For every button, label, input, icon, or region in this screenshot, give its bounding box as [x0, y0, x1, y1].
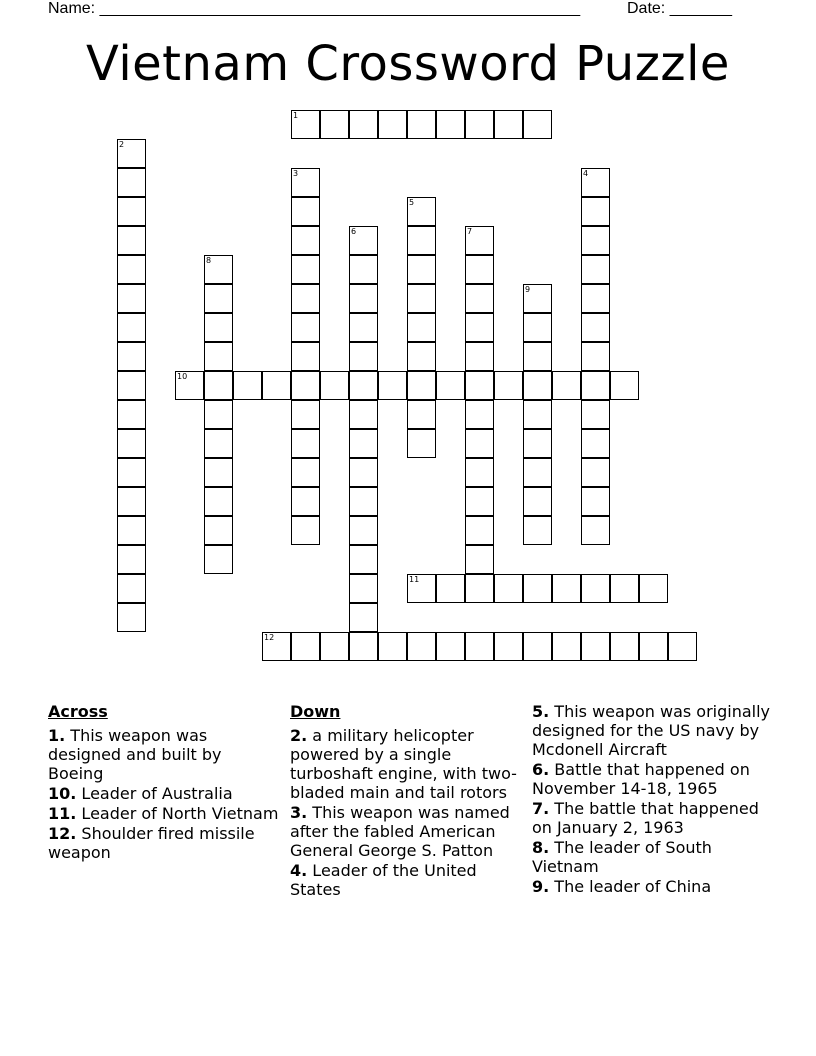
- crossword-cell[interactable]: [291, 168, 320, 197]
- crossword-cell[interactable]: [407, 371, 436, 400]
- crossword-cell[interactable]: [291, 632, 320, 661]
- crossword-cell[interactable]: [407, 313, 436, 342]
- crossword-cell[interactable]: [436, 371, 465, 400]
- crossword-cell[interactable]: [581, 226, 610, 255]
- crossword-cell[interactable]: [523, 632, 552, 661]
- crossword-cell[interactable]: [465, 545, 494, 574]
- crossword-cell[interactable]: [523, 574, 552, 603]
- clue-text: Shoulder fired missile weapon: [48, 824, 255, 862]
- crossword-cell[interactable]: [465, 632, 494, 661]
- clue-number: 9.: [532, 877, 550, 896]
- clues-across-column: [48, 702, 280, 863]
- crossword-cell[interactable]: [117, 226, 146, 255]
- crossword-cell[interactable]: [581, 487, 610, 516]
- crossword-cell[interactable]: [291, 516, 320, 545]
- clue-number: 4: [583, 169, 589, 178]
- crossword-cell[interactable]: [581, 255, 610, 284]
- crossword-cell[interactable]: [639, 574, 668, 603]
- crossword-cell[interactable]: [117, 168, 146, 197]
- clue-number: 1.: [48, 726, 66, 745]
- crossword-cell[interactable]: [117, 429, 146, 458]
- crossword-cell[interactable]: [117, 487, 146, 516]
- crossword-cell[interactable]: [262, 632, 291, 661]
- crossword-cell[interactable]: [494, 110, 523, 139]
- crossword-cell[interactable]: [349, 458, 378, 487]
- crossword-cell[interactable]: [349, 545, 378, 574]
- crossword-cell[interactable]: [465, 255, 494, 284]
- crossword-cell[interactable]: [262, 371, 291, 400]
- date-field-label: Date: _______: [627, 0, 732, 17]
- crossword-cell[interactable]: [407, 255, 436, 284]
- crossword-cell[interactable]: [378, 110, 407, 139]
- crossword-cell[interactable]: [117, 313, 146, 342]
- crossword-cell[interactable]: [465, 458, 494, 487]
- clue-number: 9: [525, 285, 531, 294]
- crossword-cell[interactable]: [349, 313, 378, 342]
- crossword-cell[interactable]: [204, 371, 233, 400]
- crossword-cell[interactable]: [610, 371, 639, 400]
- clue-number: 7: [467, 227, 473, 236]
- clue-number: 4.: [290, 861, 308, 880]
- clue-item: [532, 702, 772, 759]
- crossword-cell[interactable]: [407, 197, 436, 226]
- down-heading: Down: [290, 702, 341, 721]
- crossword-cell[interactable]: [581, 458, 610, 487]
- crossword-cell[interactable]: [291, 429, 320, 458]
- clue-item: [532, 838, 772, 876]
- clue-item: [532, 760, 772, 798]
- clue-number: 12: [264, 633, 275, 642]
- crossword-cell[interactable]: [581, 168, 610, 197]
- clue-number: 5.: [532, 702, 550, 721]
- crossword-cell[interactable]: [349, 516, 378, 545]
- crossword-cell[interactable]: [204, 313, 233, 342]
- crossword-cell[interactable]: [204, 342, 233, 371]
- crossword-cell[interactable]: [552, 574, 581, 603]
- clue-text: This weapon was designed and built by Boeing: [48, 726, 222, 783]
- clue-text: Leader of Australia: [76, 784, 233, 803]
- crossword-cell[interactable]: [465, 313, 494, 342]
- crossword-cell[interactable]: [291, 371, 320, 400]
- crossword-cell[interactable]: [117, 284, 146, 313]
- crossword-cell[interactable]: [581, 313, 610, 342]
- crossword-cell[interactable]: [291, 400, 320, 429]
- clue-number: 11.: [48, 804, 77, 823]
- crossword-cell[interactable]: [552, 371, 581, 400]
- clue-text: Leader of the United States: [290, 861, 477, 899]
- crossword-cell[interactable]: [349, 429, 378, 458]
- crossword-cell[interactable]: [291, 342, 320, 371]
- crossword-cell[interactable]: [349, 371, 378, 400]
- crossword-cell[interactable]: [523, 487, 552, 516]
- clue-text: Leader of North Vietnam: [76, 804, 279, 823]
- crossword-cell[interactable]: [581, 342, 610, 371]
- crossword-cell[interactable]: [581, 429, 610, 458]
- crossword-cell[interactable]: [320, 371, 349, 400]
- crossword-cell[interactable]: [407, 342, 436, 371]
- crossword-cell[interactable]: [494, 574, 523, 603]
- across-heading: Across: [48, 702, 108, 721]
- crossword-cell[interactable]: [581, 400, 610, 429]
- clue-item: [48, 784, 280, 803]
- clue-number: 10.: [48, 784, 77, 803]
- clue-text: This weapon was originally designed for the US navy by Mcdonell Aircraft: [532, 702, 771, 759]
- crossword-cell[interactable]: [523, 284, 552, 313]
- crossword-cell[interactable]: [436, 110, 465, 139]
- crossword-cell[interactable]: [523, 342, 552, 371]
- crossword-cell[interactable]: [581, 197, 610, 226]
- crossword-cell[interactable]: [349, 255, 378, 284]
- crossword-cell[interactable]: [378, 371, 407, 400]
- crossword-cell[interactable]: [117, 139, 146, 168]
- crossword-cell[interactable]: [581, 516, 610, 545]
- crossword-cell[interactable]: [204, 487, 233, 516]
- crossword-cell[interactable]: [465, 487, 494, 516]
- clue-number: 11: [409, 575, 420, 584]
- crossword-cell[interactable]: [204, 284, 233, 313]
- crossword-cell[interactable]: [204, 429, 233, 458]
- crossword-cell[interactable]: [117, 603, 146, 632]
- crossword-cell[interactable]: [668, 632, 697, 661]
- crossword-cell[interactable]: [407, 632, 436, 661]
- clue-number: 6.: [532, 760, 550, 779]
- clue-item: [290, 726, 522, 802]
- clue-item: [48, 824, 280, 862]
- crossword-cell[interactable]: [349, 603, 378, 632]
- crossword-cell[interactable]: [523, 458, 552, 487]
- crossword-cell[interactable]: [581, 284, 610, 313]
- crossword-cell[interactable]: [204, 458, 233, 487]
- clues-down-column: [290, 702, 522, 900]
- clue-number: 10: [177, 372, 188, 381]
- down-clue-list-continued: [532, 702, 772, 896]
- crossword-cell[interactable]: [465, 429, 494, 458]
- clue-text: This weapon was named after the fabled American General George S. Patton: [290, 803, 510, 860]
- crossword-cell[interactable]: [552, 632, 581, 661]
- clue-item: [290, 861, 522, 899]
- crossword-cell[interactable]: [523, 400, 552, 429]
- clue-number: 2: [119, 140, 125, 149]
- crossword-cell[interactable]: [523, 110, 552, 139]
- crossword-cell[interactable]: [465, 516, 494, 545]
- crossword-cell[interactable]: [291, 313, 320, 342]
- clue-text: a military helicopter powered by a single turboshaft engine, with two-bladed main and tail rotors: [290, 726, 517, 802]
- crossword-cell[interactable]: [610, 632, 639, 661]
- clue-text: The leader of South Vietnam: [532, 838, 712, 876]
- crossword-cell[interactable]: [378, 632, 407, 661]
- crossword-cell[interactable]: [320, 110, 349, 139]
- clue-text: The battle that happened on January 2, 1963: [532, 799, 759, 837]
- clue-number: 12.: [48, 824, 77, 843]
- crossword-cell[interactable]: [204, 545, 233, 574]
- crossword-cell[interactable]: [494, 371, 523, 400]
- crossword-cell[interactable]: [349, 110, 378, 139]
- crossword-cell[interactable]: [204, 516, 233, 545]
- crossword-cell[interactable]: [291, 487, 320, 516]
- crossword-cell[interactable]: [523, 429, 552, 458]
- crossword-cell[interactable]: [233, 371, 262, 400]
- crossword-cell[interactable]: [320, 632, 349, 661]
- crossword-cell[interactable]: [291, 197, 320, 226]
- name-field-label: Name: ______________________________________________________: [48, 0, 581, 17]
- crossword-cell[interactable]: [349, 574, 378, 603]
- crossword-cell[interactable]: [291, 110, 320, 139]
- crossword-cell[interactable]: [117, 400, 146, 429]
- crossword-cell[interactable]: [494, 632, 523, 661]
- crossword-cell[interactable]: [581, 574, 610, 603]
- crossword-cell[interactable]: [407, 284, 436, 313]
- page-title: Vietnam Crossword Puzzle: [86, 36, 730, 92]
- crossword-cell[interactable]: [407, 574, 436, 603]
- crossword-cell[interactable]: [465, 226, 494, 255]
- clue-number: 8.: [532, 838, 550, 857]
- crossword-cell[interactable]: [639, 632, 668, 661]
- crossword-cell[interactable]: [204, 400, 233, 429]
- crossword-cell[interactable]: [523, 516, 552, 545]
- crossword-cell[interactable]: [465, 342, 494, 371]
- clue-number: 5: [409, 198, 415, 207]
- clue-number: 3: [293, 169, 299, 178]
- crossword-cell[interactable]: [407, 110, 436, 139]
- crossword-cell[interactable]: [465, 400, 494, 429]
- clue-text: The leader of China: [549, 877, 712, 896]
- clue-number: 6: [351, 227, 357, 236]
- crossword-cell[interactable]: [349, 342, 378, 371]
- crossword-cell[interactable]: [349, 632, 378, 661]
- crossword-cell[interactable]: [581, 632, 610, 661]
- clue-item: [48, 726, 280, 783]
- crossword-cell[interactable]: [465, 574, 494, 603]
- crossword-cell[interactable]: [436, 632, 465, 661]
- clue-number: 2.: [290, 726, 308, 745]
- crossword-cell[interactable]: [349, 487, 378, 516]
- crossword-cell[interactable]: [117, 371, 146, 400]
- clue-item: [532, 799, 772, 837]
- crossword-cell[interactable]: [465, 110, 494, 139]
- clue-number: 7.: [532, 799, 550, 818]
- crossword-cell[interactable]: [610, 574, 639, 603]
- crossword-cell[interactable]: [291, 458, 320, 487]
- crossword-cell[interactable]: [523, 371, 552, 400]
- crossword-cell[interactable]: [407, 400, 436, 429]
- crossword-cell[interactable]: [117, 255, 146, 284]
- crossword-cell[interactable]: [291, 284, 320, 313]
- crossword-cell[interactable]: [117, 574, 146, 603]
- crossword-cell[interactable]: [465, 284, 494, 313]
- clue-item: [532, 877, 772, 896]
- clue-text: Battle that happened on November 14-18, 1965: [532, 760, 750, 798]
- crossword-cell[interactable]: [523, 313, 552, 342]
- crossword-cell[interactable]: [291, 255, 320, 284]
- crossword-cell[interactable]: [465, 371, 494, 400]
- crossword-cell[interactable]: [117, 342, 146, 371]
- clue-item: [48, 804, 280, 823]
- crossword-cell[interactable]: [349, 284, 378, 313]
- crossword-cell[interactable]: [436, 574, 465, 603]
- crossword-cell[interactable]: [349, 400, 378, 429]
- crossword-cell[interactable]: [204, 255, 233, 284]
- crossword-cell[interactable]: [407, 226, 436, 255]
- crossword-cell[interactable]: [581, 371, 610, 400]
- clues-down-column-continued: [532, 702, 772, 897]
- across-clue-list: [48, 726, 280, 862]
- clue-number: 8: [206, 256, 212, 265]
- crossword-cell[interactable]: [407, 429, 436, 458]
- crossword-cell[interactable]: [117, 516, 146, 545]
- down-clue-list: [290, 726, 522, 899]
- crossword-cell[interactable]: [291, 226, 320, 255]
- clue-number: 1: [293, 111, 299, 120]
- crossword-cell[interactable]: [175, 371, 204, 400]
- crossword-cell[interactable]: [117, 545, 146, 574]
- clue-number: 3.: [290, 803, 308, 822]
- crossword-cell[interactable]: [117, 458, 146, 487]
- clue-item: [290, 803, 522, 860]
- crossword-cell[interactable]: [117, 197, 146, 226]
- crossword-cell[interactable]: [349, 226, 378, 255]
